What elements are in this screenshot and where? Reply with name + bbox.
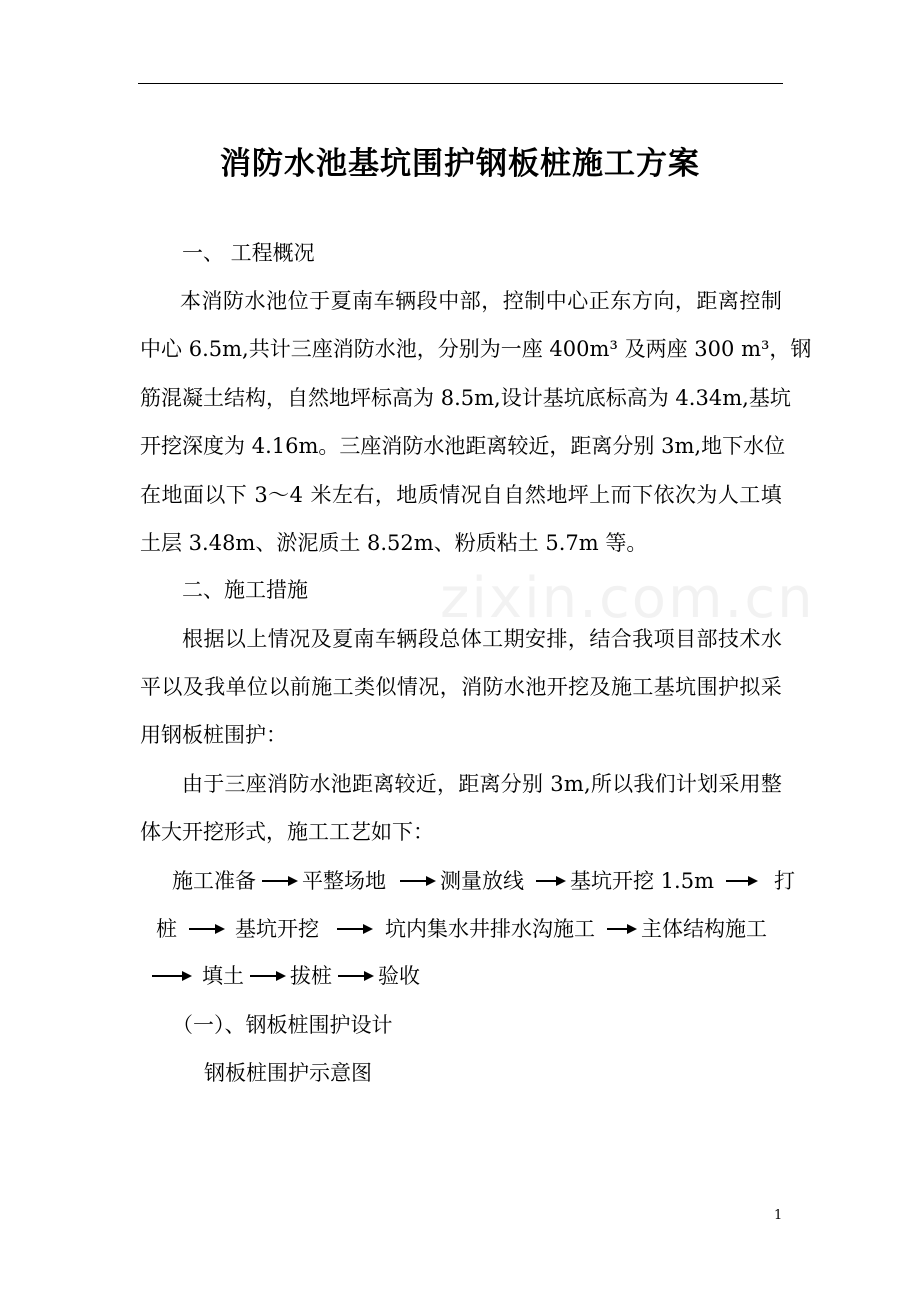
arrow-icon: [726, 880, 756, 882]
paragraph-line: 土层 3.48m、淤泥质土 8.52m、粉质粘土 5.7m 等。: [140, 531, 648, 555]
document-title: 消防水池基坑围护钢板桩施工方案: [220, 146, 700, 182]
flow-step: 基坑开挖 1.5m: [570, 869, 714, 893]
page-number: 1: [774, 1208, 783, 1223]
flow-step: 基坑开挖: [235, 917, 319, 941]
arrow-icon: [250, 975, 284, 977]
watermark: zixin.com.cn: [440, 566, 815, 631]
flow-row-3: [152, 961, 420, 991]
flow-step: 打: [774, 869, 795, 893]
paragraph-line: 根 据 以 上 情 况 及 夏 南 车 辆 段 总 体 工 期 安 排 ， 结 合 我 项 目 部 技 术 水: [182, 627, 782, 651]
arrow-icon: [262, 880, 296, 882]
paragraph-line: 筋 混 凝 土 结 构 ， 自 然 地 坪 标 高 为 8 . 5 m , 设 计 基 坑 底 标 高 为 4 . 3 4 m , 基 坑: [140, 385, 791, 410]
arrow-icon: [338, 975, 372, 977]
flow-step: 主体结构施工: [641, 917, 767, 941]
arrow-icon: [152, 975, 190, 977]
flow-step: 拔桩: [290, 964, 332, 988]
paragraph-line: 由 于 三 座 消 防 水 池 距 离 较 近 ， 距 离 分 别 3 m , 所 以 我 们 计 划 采 用 整: [182, 772, 782, 796]
header-rule: [138, 83, 783, 84]
arrow-icon: [337, 928, 371, 930]
paragraph-line: 在 地 面 以 下 3 ～ 4 米 左 右 ， 地 质 情 况 自 自 然 地 坪 上 而 下 依 次 为 人 工 填: [140, 482, 782, 507]
arrow-icon: [400, 880, 434, 882]
flow-step: 验收: [378, 964, 420, 988]
paragraph-line: 开 挖 深 度 为 4 . 1 6 m 。 三 座 消 防 水 池 距 离 较 近 ， 距 离 分 别 3 m , 地 下 水 位: [140, 434, 786, 459]
paragraph-line: 体大开挖形式，施工工艺如下：: [140, 820, 434, 844]
section1-heading: 一、 工程概况: [182, 241, 315, 265]
section2-heading: 二、施工措施: [182, 578, 308, 602]
paragraph-line: 平 以 及 我 单 位 以 前 施 工 类 似 情 况 ， 消 防 水 池 开 挖 及 施 工 基 坑 围 护 拟 采: [140, 675, 782, 699]
flow-step: 施工准备: [172, 869, 256, 893]
arrow-icon: [607, 928, 635, 930]
figure-caption: 钢板桩围护示意图: [204, 1061, 372, 1085]
paragraph-line: 中 心 6 . 5 m , 共 计 三 座 消 防 水 池 ， 分 别 为 一 座 4 0 0 m ³ 及 两 座 3 0 0 m ³ ， 钢: [140, 337, 812, 362]
paragraph-line: 用钢板桩围护：: [140, 723, 287, 747]
arrow-icon: [189, 928, 223, 930]
flow-step: 填土: [202, 964, 244, 988]
flow-row-1: [172, 866, 795, 896]
paragraph-line: 本 消 防 水 池 位 于 夏 南 车 辆 段 中 部 ， 控 制 中 心 正 东 方 向 ， 距 离 控 制: [180, 289, 782, 313]
flow-step: 平整场地: [302, 869, 386, 893]
subsection-heading: （一）、钢板桩围护设计: [172, 1013, 393, 1037]
flow-step: 坑内集水井排水沟施工: [385, 917, 595, 941]
flow-step: 桩: [156, 917, 177, 941]
flow-step: 测量放线: [440, 869, 524, 893]
arrow-icon: [536, 880, 564, 882]
flow-row-2: [156, 914, 767, 944]
